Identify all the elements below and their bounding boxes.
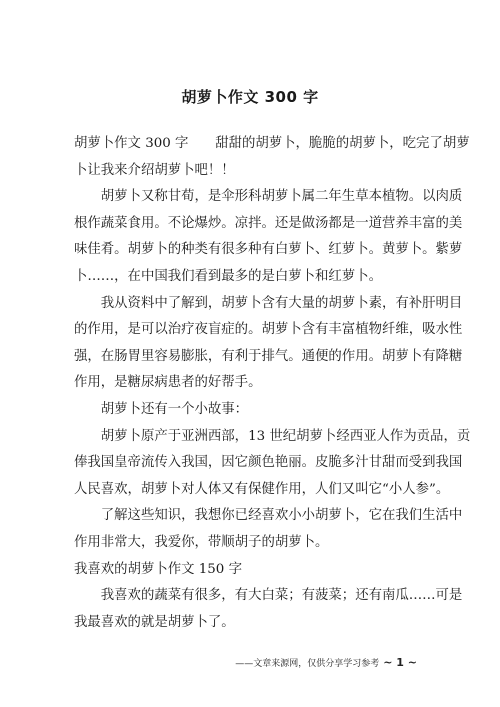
page-footer [235,656,417,669]
text-line: 强，在肠胃里容易膨胀，有利于排气。通便的作用。胡萝卜有降糖 [74,348,463,364]
footer-source-text: ——文章来源网，仅供分享学习参考 [235,659,380,669]
text-line: 胡萝卜还有一个小故事： [74,401,249,417]
text-line: 卜让我来介绍胡萝卜吧！！ [74,162,235,178]
page-number: ~ 1 ~ [383,656,417,669]
text-line: 作用，是糖尿病患者的好帮手。 [74,375,262,391]
text-line: 人民喜欢，胡萝卜对人体又有保健作用，人们又叫它“小人参”。 [74,481,450,497]
text-line: 俸我国皇帝流传入我国，因它颜色艳丽。皮脆多汁甘甜而受到我国 [74,455,463,471]
text-line: 的作用，是可以治疗夜盲症的。胡萝卜含有丰富植物纤维，吸水性 [74,322,463,338]
text-line: 卜……，在中国我们看到最多的是白萝卜和红萝卜。 [74,268,382,284]
text-line: 我喜欢的蔬菜有很多，有大白菜；有菠菜；还有南瓜……可是 [74,588,463,604]
section-heading: 我喜欢的胡萝卜作文 150 字 [74,561,242,577]
text-line: 味佳肴。胡萝卜的种类有很多种有白萝卜、红萝卜。黄萝卜。紫萝 [74,242,463,258]
text-line: 胡萝卜又称甘荀，是伞形科胡萝卜属二年生草本植物。以肉质 [74,189,463,205]
text-line: 我最喜欢的就是胡萝卜了。 [74,614,235,630]
text-line: 胡萝卜作文 300 字 甜甜的胡萝卜，脆脆的胡萝卜，吃完了胡萝 [74,136,470,151]
text-line: 胡萝卜原产于亚洲西部，13 世纪胡萝卜经西亚人作为贡品，贡 [74,428,471,444]
text-line: 作用非常大，我爱你，带顺胡子的胡萝卜。 [74,534,329,550]
text-line: 我从资料中了解到，胡萝卜含有大量的胡萝卜素，有补肝明目 [74,295,463,311]
document-body [74,131,471,636]
text-line: 根作蔬菜食用。不论爆炒。凉拌。还是做汤都是一道营养丰富的美 [74,215,463,231]
document-title: 胡萝卜作文 300 字 [181,88,319,106]
text-line: 了解这些知识，我想你已经喜欢小小胡萝卜，它在我们生活中 [74,508,463,524]
